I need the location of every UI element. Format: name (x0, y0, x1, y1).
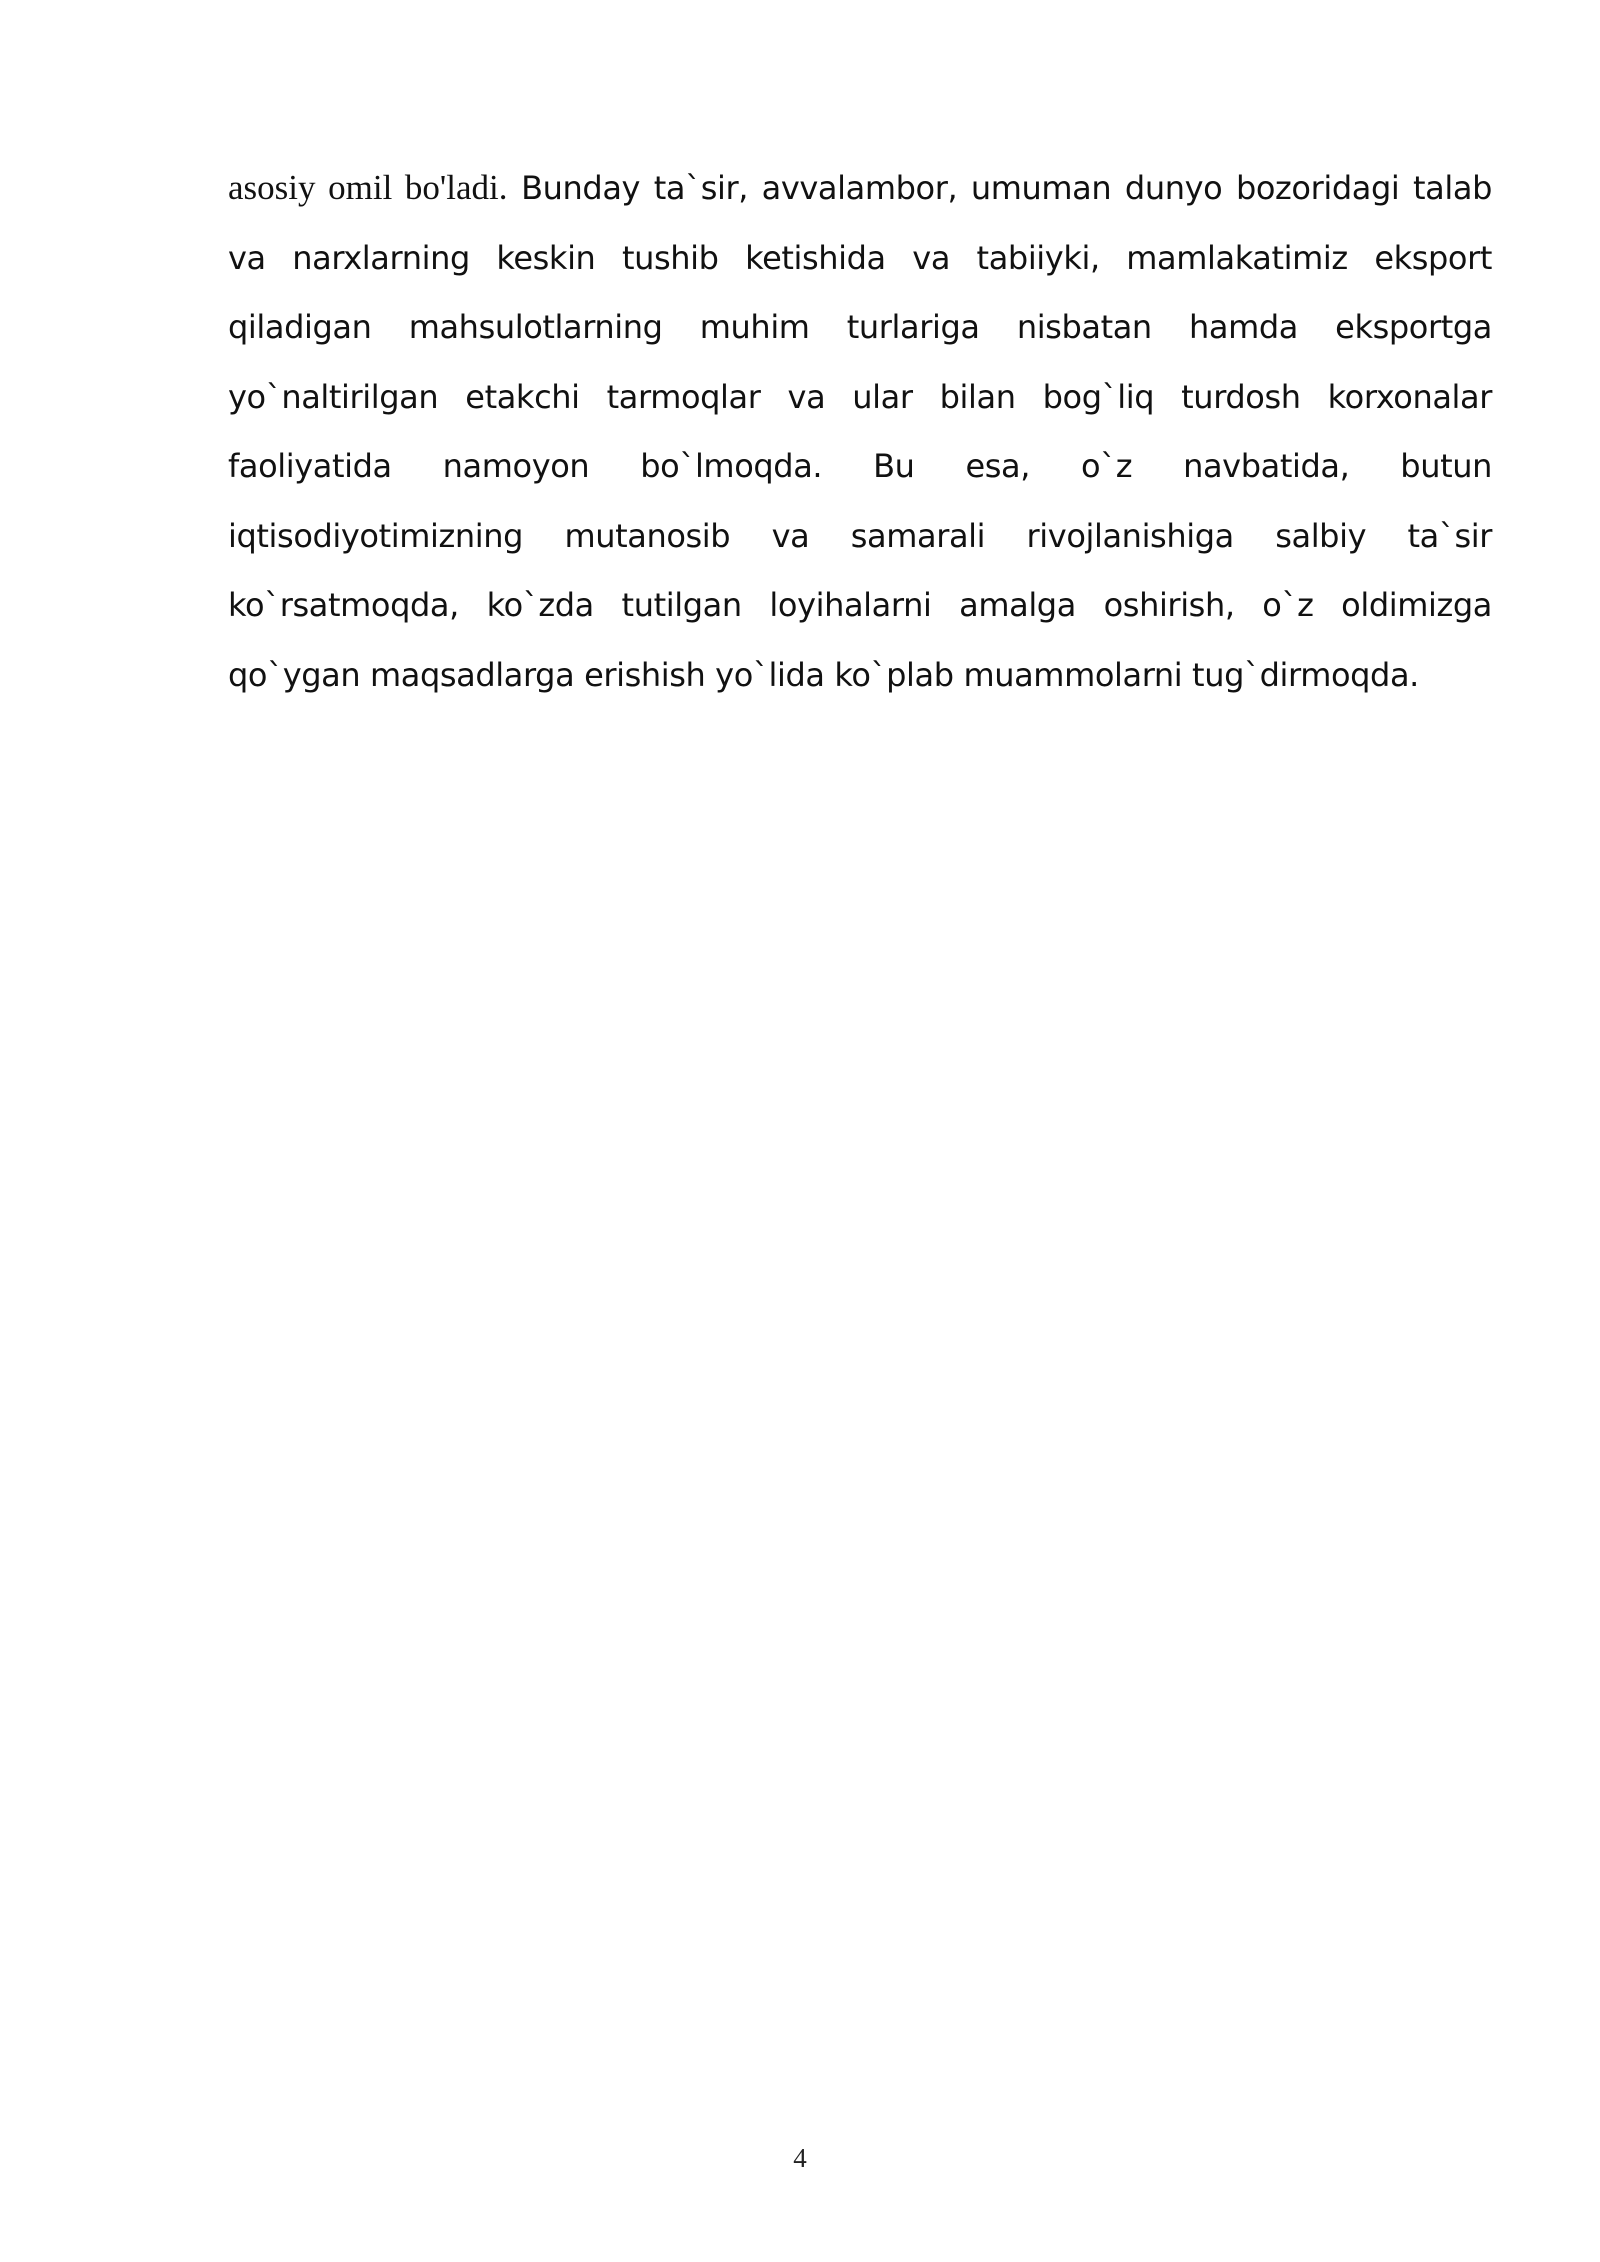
page-number: 4 (793, 2143, 807, 2173)
paragraph-lead-serif: asosiy omil bo'ladi. (228, 168, 508, 207)
paragraph-text: Bunday ta`sir, avvalambor, umuman dunyo bozoridagi talab va narxlarning keskin tushib ketishida va tabiiyki, mamlakatimiz eksport qiladigan mahsulotlarning muhim turlariga nisbatan hamda eksportga yo`naltirilgan etakchi tarmoqlar va ular bilan bog`liq turdosh korxonalar faoliyatida namoyon bo`lmoqda. Bu esa, o`z navbatida, butun iqtisodiyotimizning mutanosib va samarali rivojlanishiga salbiy ta`sir ko`rsatmoqda, ko`zda tutilgan loyihalarni amalga oshirish, o`z oldimizga qo`ygan maqsadlarga erishish yo`lida ko`plab muammolarni tug`dirmoqda. (228, 169, 1492, 694)
body-paragraph (228, 153, 1492, 710)
